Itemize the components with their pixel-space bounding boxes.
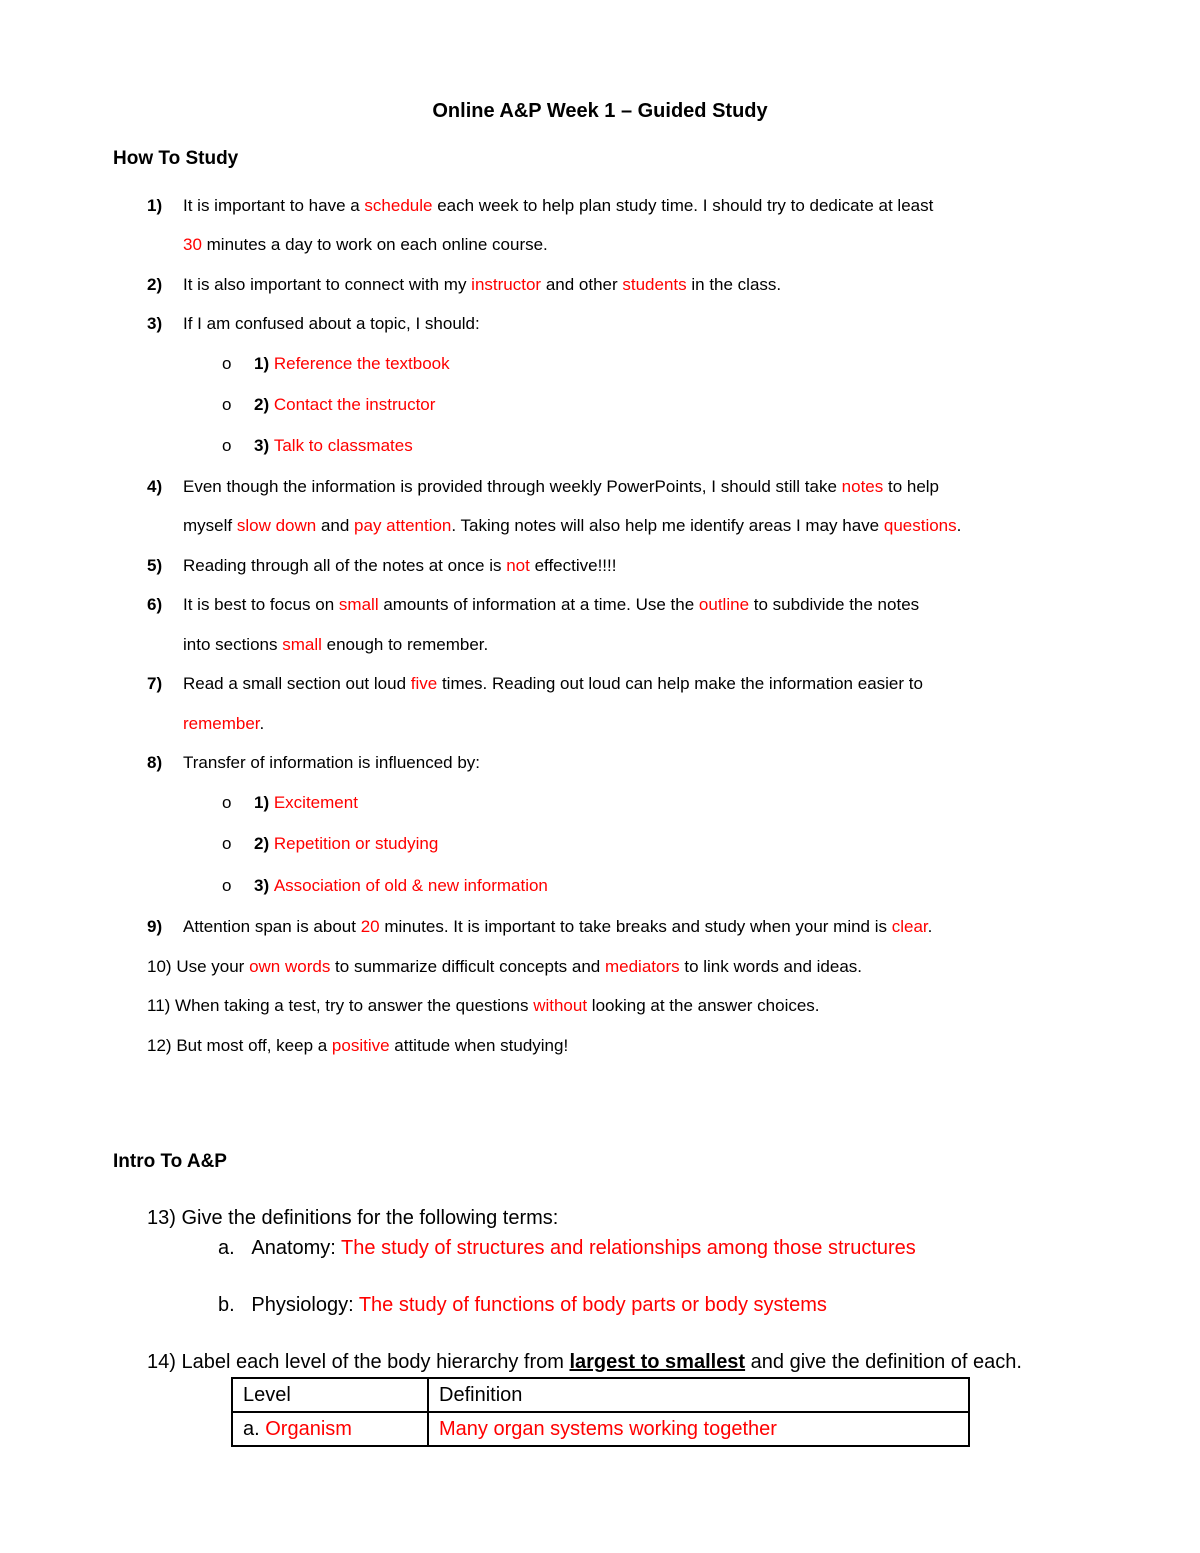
item-number: 2) xyxy=(147,275,163,294)
answer-text: Contact the instructor xyxy=(273,395,436,414)
answer-text: schedule xyxy=(364,196,433,215)
answer-text: questions xyxy=(883,516,957,535)
bullet-icon: o xyxy=(222,834,232,853)
section-heading-how-to-study: How To Study xyxy=(113,148,239,169)
answer-text: remember xyxy=(183,714,260,733)
item-number: 7) xyxy=(147,674,163,693)
section-heading-intro: Intro To A&P xyxy=(113,1151,227,1172)
item-2-line: It is also important to connect with my instructor and other students in the class. xyxy=(183,275,782,294)
answer-text: Excitement xyxy=(273,793,358,812)
answer-text: five xyxy=(410,674,438,693)
table-header-definition: Definition xyxy=(428,1378,969,1412)
answer-text: students xyxy=(622,275,687,294)
answer-text: outline xyxy=(698,595,750,614)
answer-text: 30 xyxy=(183,235,202,254)
item-1-line-2: 30 minutes a day to work on each online course. xyxy=(183,235,548,254)
sub-list-item: o 2) Repetition or studying xyxy=(222,834,439,853)
answer-text: Organism xyxy=(265,1417,352,1440)
bullet-icon: o xyxy=(222,436,232,455)
item-7-line-1: Read a small section out loud five times. Reading out loud can help make the information easier to xyxy=(183,674,923,693)
page-title: Online A&P Week 1 – Guided Study xyxy=(432,100,768,122)
item-number: 10) xyxy=(147,957,172,976)
item-14-line: 14) Label each level of the body hierarchy from largest to smallest and give the definition of each. xyxy=(147,1351,1022,1373)
item-number: 4) xyxy=(147,477,163,496)
item-6-line-1: It is best to focus on small amounts of information at a time. Use the outline to subdivide the notes xyxy=(183,595,920,614)
answer-text: instructor xyxy=(471,275,542,294)
item-number: 5) xyxy=(147,556,163,575)
answer-text: small xyxy=(338,595,379,614)
item-number: 11) xyxy=(147,996,171,1015)
item-number: 9) xyxy=(147,917,163,936)
answer-text: mediators xyxy=(604,957,680,976)
sub-list-item: o 2) Contact the instructor xyxy=(222,395,436,414)
answer-text: Reference the textbook xyxy=(273,354,450,373)
item-9-line: Attention span is about 20 minutes. It is important to take breaks and study when your mind is clear. xyxy=(183,917,933,936)
answer-text: 20 xyxy=(360,917,380,936)
item-10-line: 10) Use your own words to summarize difficult concepts and mediators to link words and ideas. xyxy=(147,957,863,976)
bullet-icon: o xyxy=(222,876,232,895)
answer-text: positive xyxy=(331,1036,390,1055)
hierarchy-table xyxy=(231,1377,970,1447)
sub-list-item: o 1) Reference the textbook xyxy=(222,354,450,373)
item-4-line-2: myself slow down and pay attention. Taking notes will also help me identify areas I may have questions. xyxy=(183,516,962,535)
answer-text: Association of old & new information xyxy=(273,876,548,895)
item-number: 6) xyxy=(147,595,163,614)
answer-text: small xyxy=(282,635,322,654)
item-11-line: 11) When taking a test, try to answer the questions without looking at the answer choices. xyxy=(147,996,820,1015)
table-header-row xyxy=(232,1378,969,1412)
answer-text: The study of structures and relationships among those structures xyxy=(341,1237,916,1259)
item-number: 8) xyxy=(147,753,163,772)
item-13a-line: a. Anatomy: The study of structures and relationships among those structures xyxy=(218,1237,916,1259)
item-3-line: If I am confused about a topic, I should: xyxy=(183,314,480,333)
item-7-line-2: remember. xyxy=(183,714,265,733)
item-4-line-1: Even though the information is provided through weekly PowerPoints, I should still take notes to help xyxy=(183,477,940,496)
emphasis-text: largest to smallest xyxy=(569,1351,746,1373)
bullet-icon: o xyxy=(222,793,232,812)
table-row xyxy=(232,1412,969,1446)
answer-text: not xyxy=(506,556,530,575)
item-6-line-2: into sections small enough to remember. xyxy=(183,635,489,654)
answer-text: Talk to classmates xyxy=(273,436,413,455)
table-header-level: Level xyxy=(232,1378,428,1412)
item-5-line: Reading through all of the notes at once is not effective!!!! xyxy=(183,556,617,575)
item-number: 14) xyxy=(147,1351,176,1373)
item-number: 13) xyxy=(147,1207,176,1229)
bullet-icon: o xyxy=(222,354,232,373)
answer-text: without xyxy=(533,996,588,1015)
answer-text: notes xyxy=(841,477,884,496)
item-number: 3) xyxy=(147,314,163,333)
answer-text: Repetition or studying xyxy=(273,834,439,853)
bullet-icon: o xyxy=(222,395,232,414)
item-13b-line: b. Physiology: The study of functions of body parts or body systems xyxy=(218,1294,827,1316)
item-12-line: 12) But most off, keep a positive attitude when studying! xyxy=(147,1036,569,1055)
sub-list-item: o 1) Excitement xyxy=(222,793,358,812)
item-number: 1) xyxy=(147,196,163,215)
sub-list-item: o 3) Talk to classmates xyxy=(222,436,413,455)
item-13-line: 13) Give the definitions for the following terms: xyxy=(147,1207,559,1229)
answer-text: own words xyxy=(249,957,331,976)
sub-list-item: o 3) Association of old & new information xyxy=(222,876,548,895)
answer-text: clear xyxy=(891,917,928,936)
table-cell-level: a. Organism xyxy=(232,1412,428,1446)
item-8-line: Transfer of information is influenced by: xyxy=(183,753,481,772)
answer-text: pay attention xyxy=(354,516,452,535)
item-1-line-1: It is important to have a schedule each week to help plan study time. I should try to dedicate at least xyxy=(183,196,934,215)
answer-text: The study of functions of body parts or body systems xyxy=(358,1294,827,1316)
answer-text: slow down xyxy=(236,516,317,535)
item-number: 12) xyxy=(147,1036,172,1055)
table-cell-definition: Many organ systems working together xyxy=(428,1412,969,1446)
